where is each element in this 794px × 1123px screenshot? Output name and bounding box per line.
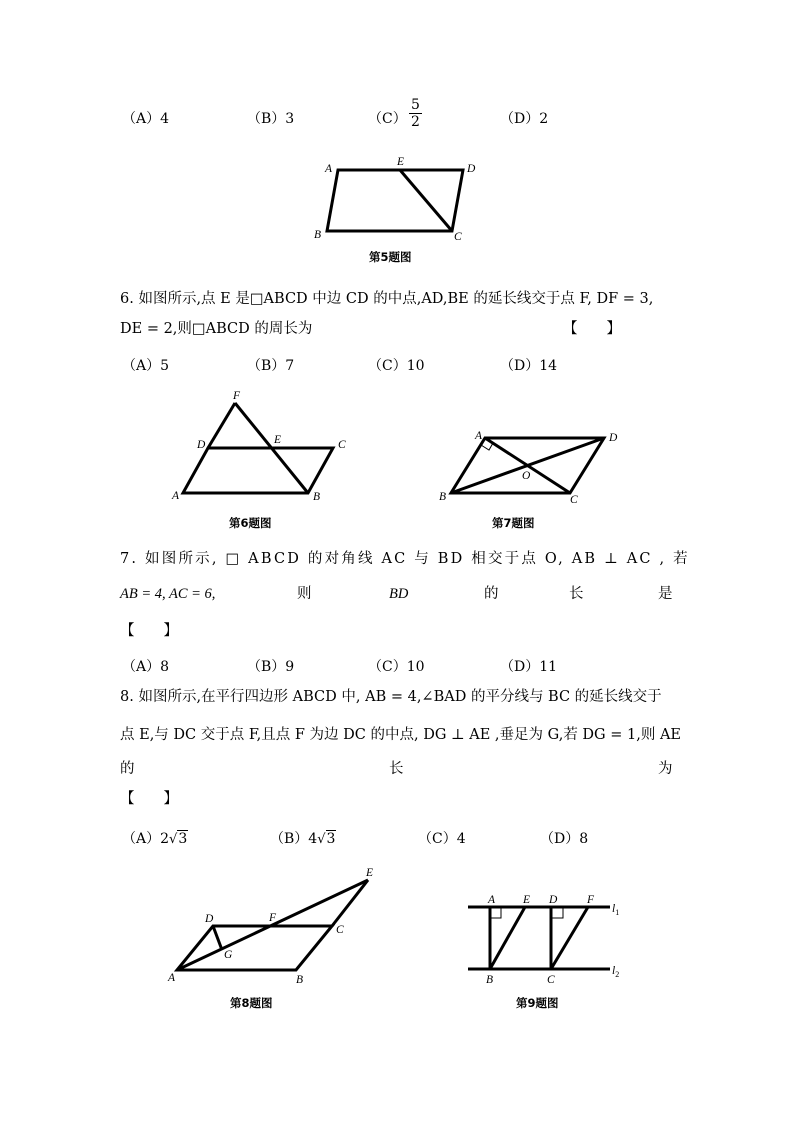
q6-stem-line2: DE = 2,则□ABCD 的周长为 [120,321,313,337]
q7-option-d: （D）11 [500,659,558,675]
q9-label-l1: $l_1$ [612,903,620,917]
q5-option-a: （A）4 [122,111,170,127]
q7-figure [451,438,604,493]
fraction-numerator: 5 [411,97,420,113]
q8-label-f: F [269,912,277,924]
q7-option-b: （B）9 [247,659,295,675]
sqrt-symbol: √ [317,832,326,847]
fraction-denominator: 2 [411,114,420,130]
q6-label-d: D [197,439,206,451]
q7-label-a: A [475,430,483,442]
q6-option-c: （C）10 [368,358,425,374]
q5-label-d: D [467,163,476,175]
q9-segment-cf [551,907,588,969]
q5-option-c-prefix: （C） [368,111,407,127]
q7-label-o: O [522,470,531,482]
q9-figure [468,907,610,969]
q7-answer-bracket: 【 】 [120,623,178,639]
q6-parallelogram [183,448,333,493]
q8-option-a [122,828,188,848]
q6-label-e: E [274,434,282,446]
q6-label-a: A [172,490,180,502]
q9-label-a: A [488,894,496,906]
q8-label-e: E [366,867,374,879]
q8-answer-bracket: 【 】 [120,791,178,807]
q7-stem-line1: 7. 如图所示, □ ABCD 的对角线 AC 与 BD 相交于点 O, AB ⊥ AC , 若 [120,551,690,567]
q5-figure [327,170,463,231]
q8-option-c: （C）4 [418,831,466,847]
q7-label-c: C [570,494,578,506]
sqrt-symbol: √ [169,832,178,847]
q9-label-e: E [523,894,531,906]
q6-figure [183,403,333,493]
q8-option-a-prefix: （A）2 [122,831,170,847]
q7-figure-caption: 第7题图 [492,516,535,530]
q5-option-d: （D）2 [500,111,549,127]
q9-label-b: B [486,974,494,986]
q6-label-c: C [338,439,346,451]
q7-stem-line2-of: 的 [484,586,499,602]
q6-option-d: （D）14 [500,358,558,374]
q6-answer-bracket: 【 】 [563,321,621,337]
q8-option-b-radicand: 3 [326,831,336,847]
q7-option-c: （C）10 [368,659,425,675]
q5-figure-caption: 第5题图 [369,250,412,264]
q6-label-f: F [233,390,241,402]
q8-stem-line3-is: 为 [658,761,673,777]
q7-stem-line2-bd: BD [389,586,409,602]
q7-option-a: （A）8 [122,659,170,675]
q9-label-f: F [587,894,595,906]
q8-stem-line2: 点 E,与 DC 交于点 F,且点 F 为边 DC 的中点, DG ⊥ AE ,垂足为 G,若 DG = 1,则 AE [120,727,682,743]
q8-label-c: C [336,924,344,936]
q7-diagonal-bd [451,438,604,493]
q8-stem-line3-length: 长 [389,761,404,777]
q8-label-b: B [296,974,304,986]
q9-right-angle-mark-a [490,907,501,918]
q5-label-b: B [314,229,322,241]
q5-segment-ec [400,170,452,231]
q9-label-l2: $l_2$ [612,965,620,979]
q5-option-b: （B）3 [247,111,295,127]
q6-figure-caption: 第6题图 [229,516,272,530]
q9-right-angle-mark-d [551,907,563,918]
q8-option-a-radicand: 3 [178,831,188,847]
q7-stem-line2-given: AB = 4, AC = 6, [120,586,216,602]
q6-option-b: （B）7 [247,358,295,374]
q8-stem-line1: 8. 如图所示,在平行四边形 ABCD 中, AB = 4,∠BAD 的平分线与 BC 的延长线交于 [120,689,662,705]
q6-segment-df [208,403,235,448]
q8-label-a: A [168,972,176,984]
q6-option-a: （A）5 [122,358,170,374]
q8-stem-line3-of: 的 [120,761,135,777]
q7-label-d: D [609,432,618,444]
q8-figure-caption: 第8题图 [230,996,273,1010]
q9-segment-be [490,907,525,969]
q7-label-b: B [439,491,447,503]
q8-option-b [270,828,336,848]
q7-stem-line2-length: 长 [569,586,584,602]
q8-option-d: （D）8 [540,831,589,847]
q6-label-b: B [313,491,321,503]
q8-option-b-prefix: （B）4 [270,831,318,847]
q5-label-c: C [454,231,462,243]
q9-label-c: C [547,974,555,986]
q7-stem-line2-is: 是 [658,586,673,602]
q9-figure-caption: 第9题图 [516,996,559,1010]
q8-segment-dg [213,926,222,950]
q5-label-a: A [325,163,333,175]
q8-label-g: G [224,949,233,961]
q5-label-e: E [397,156,405,168]
q9-label-d: D [549,894,558,906]
q6-stem-line1: 6. 如图所示,点 E 是□ABCD 中边 CD 的中点,AD,BE 的延长线交于点 F, DF = 3, [120,291,654,307]
q7-stem-line2-then: 则 [297,586,312,602]
q8-label-d: D [205,913,214,925]
